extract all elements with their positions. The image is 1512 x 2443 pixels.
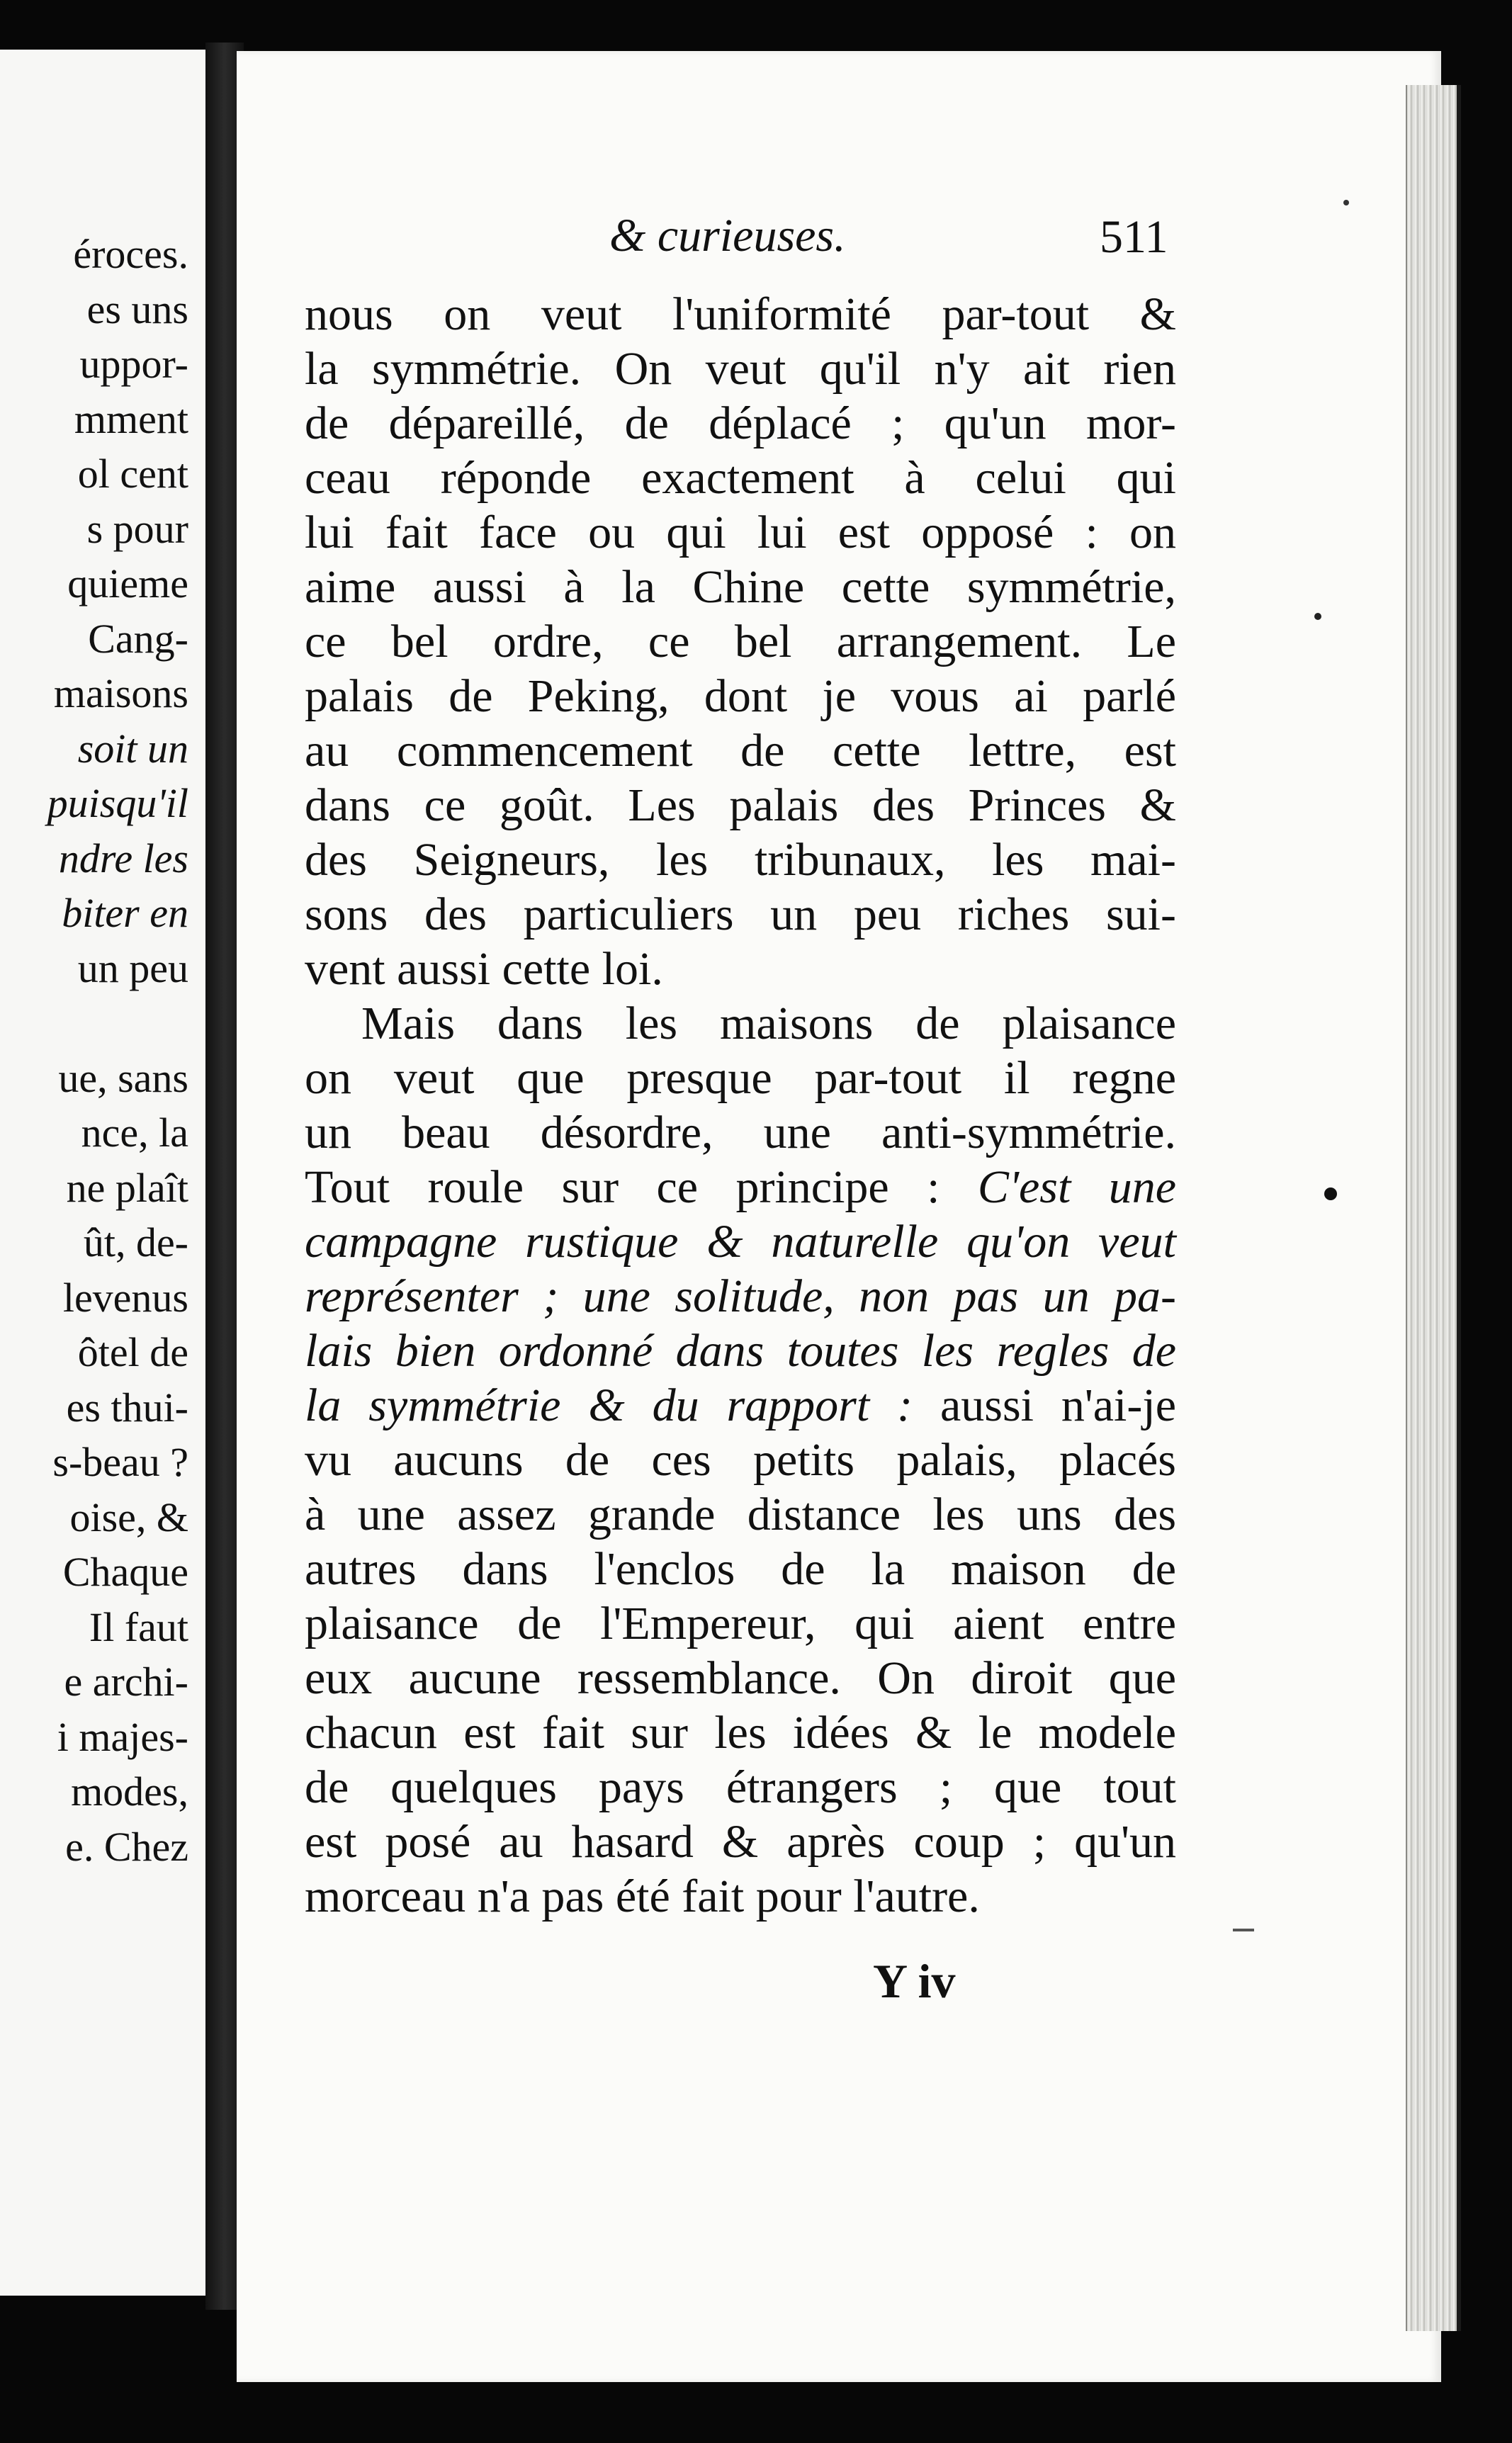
page-edge xyxy=(1406,85,1461,2331)
text-line: palais de Peking, dont je vous ai parlé xyxy=(305,670,1176,722)
text-line: nous on veut l'uniformité par-tout & xyxy=(305,288,1176,340)
text-line-italic: campagne rustique & naturelle qu'on veut xyxy=(305,1216,1176,1268)
facing-page-line: éroces. xyxy=(73,231,188,277)
facing-page-line: mment xyxy=(74,395,188,442)
text-line: un beau désordre, une anti-symmétrie. xyxy=(305,1107,1176,1158)
facing-page-line: levenus xyxy=(62,1274,188,1321)
text-line: ce bel ordre, ce bel arrangement. Le xyxy=(305,616,1176,667)
facing-page-line: Chaque xyxy=(62,1549,188,1595)
text-line: sons des particuliers un peu riches sui- xyxy=(305,888,1176,940)
text-line: aime aussi à la Chine cette symmétrie, xyxy=(305,561,1176,613)
text-line-mixed: la symmétrie & du rapport : aussi n'ai-je xyxy=(305,1380,1176,1431)
signature-mark: Y iv xyxy=(873,1954,956,2008)
facing-page-line: es thui- xyxy=(66,1384,188,1431)
facing-page-line: s-beau ? xyxy=(52,1439,188,1485)
text-line: morceau n'a pas été fait pour l'autre. xyxy=(305,1871,980,1922)
facing-page-line: puisqu'il xyxy=(47,780,188,826)
facing-page-line: ût, de- xyxy=(83,1219,188,1265)
facing-page-line: soit un xyxy=(77,725,188,772)
facing-page-line: es uns xyxy=(86,286,188,332)
text-line: dans ce goût. Les palais des Princes & xyxy=(305,779,1176,831)
text-line: la symmétrie. On veut qu'il n'y ait rien xyxy=(305,343,1176,395)
facing-page-line: ue, sans xyxy=(58,1054,188,1101)
facing-page-line: ne plaît xyxy=(66,1164,188,1211)
facing-page-line: ôtel de xyxy=(77,1329,188,1375)
facing-page-line: e. Chez xyxy=(65,1823,188,1870)
facing-page xyxy=(0,50,210,2296)
text-line: à une assez grande distance les uns des xyxy=(305,1489,1176,1540)
text-line: chacun est fait sur les idées & le modele xyxy=(305,1707,1176,1759)
facing-page-line: uppor- xyxy=(79,341,188,387)
text-line: eux aucune ressemblance. On diroit que xyxy=(305,1652,1176,1704)
facing-page-line: quieme xyxy=(67,560,188,606)
facing-page-line: e archi- xyxy=(64,1659,188,1705)
page-number: 511 xyxy=(1100,211,1168,263)
facing-page-line: ol cent xyxy=(77,451,188,497)
text-line: plaisance de l'Empereur, qui aient entre xyxy=(305,1598,1176,1649)
facing-page-line: s pour xyxy=(86,505,188,552)
text-line-mixed: Tout roule sur ce principe : C'est une xyxy=(305,1161,1177,1213)
text-line: de dépareillé, de déplacé ; qu'un mor- xyxy=(305,397,1176,449)
facing-page-line: oise, & xyxy=(69,1494,188,1540)
running-head: & curieuses. xyxy=(609,210,846,261)
text-line: vu aucuns de ces petits palais, placés xyxy=(305,1434,1176,1486)
facing-page-line: Il faut xyxy=(89,1603,188,1650)
text-line: ceau réponde exactement à celui qui xyxy=(305,452,1176,504)
text-line: autres dans l'enclos de la maison de xyxy=(305,1543,1176,1595)
text-line: de quelques pays étrangers ; que tout xyxy=(305,1761,1176,1813)
text-line: des Seigneurs, les tribunaux, les mai- xyxy=(305,834,1176,886)
facing-page-line: i majes- xyxy=(57,1713,188,1760)
facing-page-line: Cang- xyxy=(88,615,188,662)
text-line: au commencement de cette lettre, est xyxy=(305,725,1176,777)
facing-page-line: un peu xyxy=(77,944,188,991)
text-line: lui fait face ou qui lui est opposé : on xyxy=(305,507,1176,558)
facing-page-line: nce, la xyxy=(81,1110,188,1156)
facing-page-line: modes, xyxy=(71,1768,188,1815)
facing-page-line: ndre les xyxy=(58,835,188,881)
text-line: Mais dans les maisons de plaisance xyxy=(361,998,1176,1049)
facing-page-line: biter en xyxy=(62,890,188,936)
body-text xyxy=(305,287,1176,1924)
text-line-italic: lais bien ordonné dans toutes les regles de xyxy=(305,1325,1176,1377)
facing-page-line: maisons xyxy=(53,670,188,716)
text-line: on veut que presque par-tout il regne xyxy=(305,1052,1176,1104)
text-line: est posé au hasard & après coup ; qu'un xyxy=(305,1816,1176,1868)
text-line: vent aussi cette loi. xyxy=(305,943,663,995)
text-line-italic: représenter ; une solitude, non pas un pa- xyxy=(305,1270,1176,1322)
